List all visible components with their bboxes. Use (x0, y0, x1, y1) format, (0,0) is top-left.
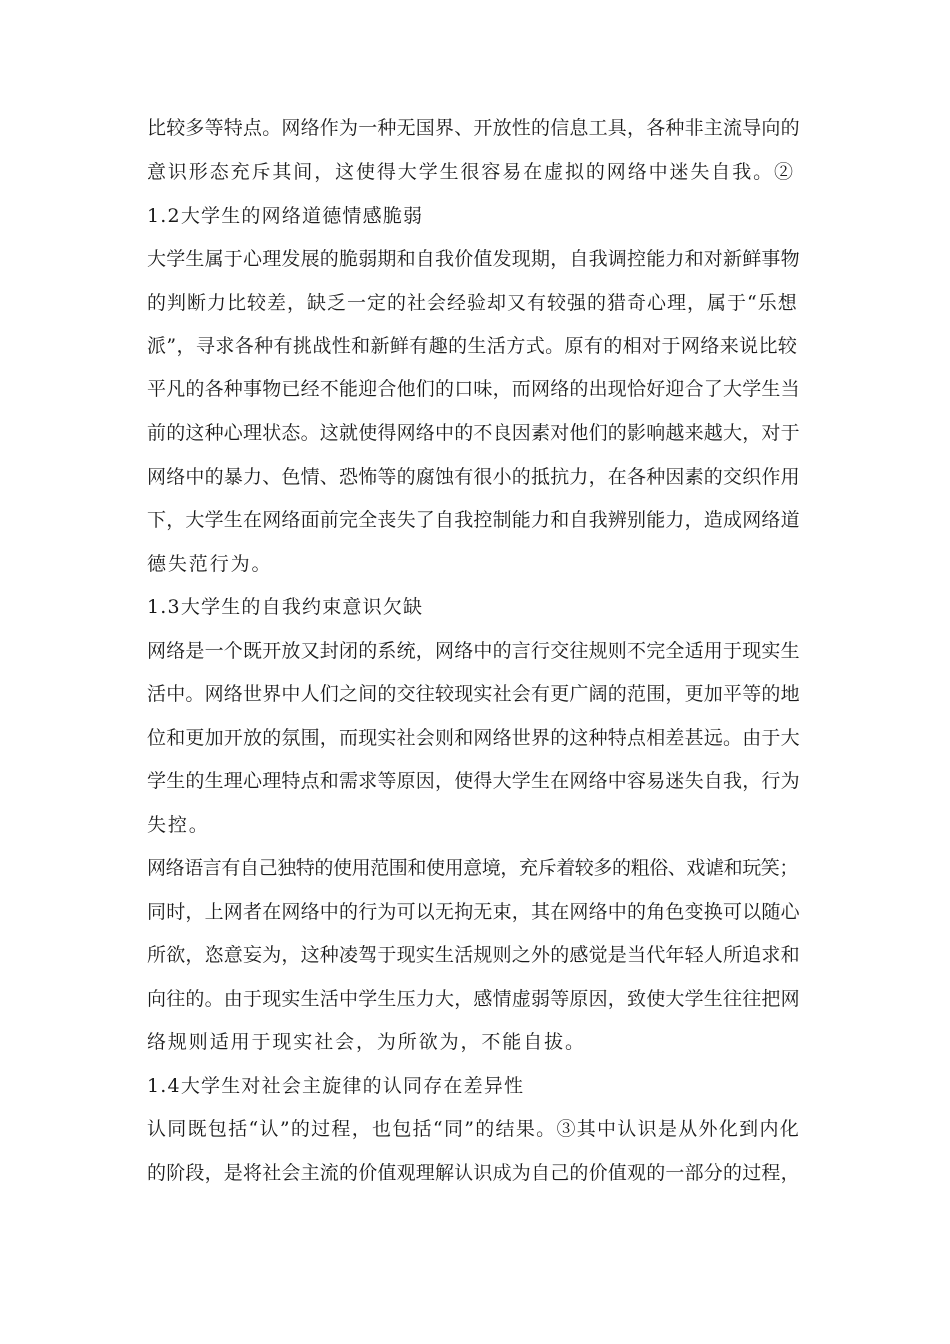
body-text-line: 比较多等特点。网络作为一种无国界、开放性的信息工具，各种非主流导向的 (147, 117, 800, 139)
body-text-line: 派”，寻求各种有挑战性和新鲜有趣的生活方式。原有的相对于网络来说比较 (147, 335, 798, 357)
body-text-line: 活中。网络世界中人们之间的交往较现实社会有更广阔的范围，更加平等的地 (147, 683, 800, 705)
body-text-line: 络规则适用于现实社会，为所欲为，不能自拔。 (147, 1031, 586, 1053)
body-text-line: 的阶段，是将社会主流的价值观理解认识成为自己的价值观的一部分的过程， (147, 1162, 800, 1184)
body-text-line: 认同既包括“认”的过程，也包括“同”的结果。③其中认识是从外化到内化 (147, 1118, 801, 1140)
body-text-line: 同时，上网者在网络中的行为可以无拘无束，其在网络中的角色变换可以随心 (147, 901, 800, 923)
body-text-line: 下，大学生在网络面前完全丧失了自我控制能力和自我辨别能力，造成网络道 (147, 509, 800, 531)
body-text-line: 学生的生理心理特点和需求等原因，使得大学生在网络中容易迷失自我，行为 (147, 770, 800, 792)
section-heading-1-3: 1.3大学生的自我约束意识欠缺 (147, 596, 424, 618)
body-text-line: 向往的。由于现实生活中学生压力大，感情虚弱等原因，致使大学生往往把网 (147, 988, 800, 1010)
body-text-line: 的判断力比较差，缺乏一定的社会经验却又有较强的猎奇心理，属于“乐想 (147, 292, 798, 314)
body-text-line: 失控。 (147, 814, 210, 836)
body-text-line: 所欲，恣意妄为，这种凌驾于现实生活规则之外的感觉是当代年轻人所追求和 (147, 944, 800, 966)
body-text-line: 大学生属于心理发展的脆弱期和自我价值发现期，自我调控能力和对新鲜事物 (147, 248, 800, 270)
body-text-line: 网络是一个既开放又封闭的系统，网络中的言行交往规则不完全适用于现实生 (147, 640, 800, 662)
section-heading-1-4: 1.4大学生对社会主旋律的认同存在差异性 (147, 1075, 525, 1097)
body-text-line: 网络中的暴力、色情、恐怖等的腐蚀有很小的抵抗力，在各种因素的交织作用 (147, 466, 800, 488)
body-text-line: 网络语言有自己独特的使用范围和使用意境，充斥着较多的粗俗、戏谑和玩笑； (147, 857, 799, 879)
body-text-line: 德失范行为。 (147, 553, 273, 575)
body-text-line: 位和更加开放的氛围，而现实社会则和网络世界的这种特点相差甚远。由于大 (147, 727, 800, 749)
section-heading-1-2: 1.2大学生的网络道德情感脆弱 (147, 205, 424, 227)
body-text-line: 平凡的各种事物已经不能迎合他们的口味，而网络的出现恰好迎合了大学生当 (147, 378, 800, 400)
body-text-line: 前的这种心理状态。这就使得网络中的不良因素对他们的影响越来越大，对于 (147, 422, 800, 444)
body-text-line: 意识形态充斥其间，这使得大学生很容易在虚拟的网络中迷失自我。② (147, 161, 795, 183)
